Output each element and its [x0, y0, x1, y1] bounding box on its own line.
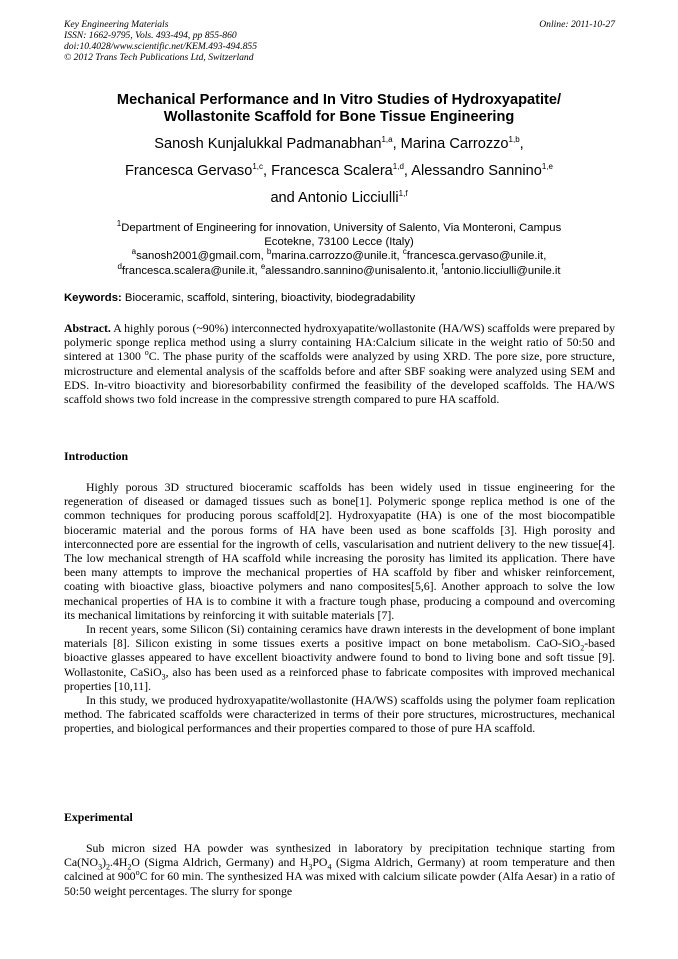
keywords	[64, 291, 614, 305]
email: francesca.scalera@unile.it	[121, 264, 255, 277]
paragraph: Sub micron sized HA powder was synthesized in laboratory by precipitation technique starting from $Ca(NO_3)_2.4H_2O$ (Sigma Aldrich, Germany) and $H_3PO_4$ (Sigma Aldrich, Germany) at room temperature and then calcined at 900$^o$C for 60 min. The synthesized HA was mixed with calcium silicate powder (Alfa Aesar) in a ratio of 50:50 weight percentages. The slurry for sponge	[64, 841, 616, 898]
paragraph: In this study, we produced hydroxyapatite/wollastonite (HA/WS) scaffolds using the polymer foam replication method. The fabricated scaffolds were characterized in terms of their pore structures, microstructures, mechanical properties, and biological performances and their properties compared to those of pure HA scaffold.	[64, 693, 615, 736]
introduction-heading: Introduction	[64, 449, 129, 463]
doi: doi:10.4028/www.scientific.net/KEM.493-494.855	[64, 41, 258, 52]
copyright: © 2012 Trans Tech Publications Ltd, Switzerland	[64, 52, 254, 63]
introduction-body	[64, 480, 615, 736]
author-line-3	[64, 185, 614, 212]
author-mark: 1,e	[541, 162, 553, 172]
journal-name: Key Engineering Materials	[64, 19, 169, 30]
author-mark: 1,c	[252, 162, 264, 172]
affiliation-mark: 1	[116, 219, 122, 229]
email-line-2: $^d$francesca.scalera@unile.it, $^e$alessandro.sannino@unisalento.it, $^f$antonio.licciulli@unile.it	[117, 261, 561, 277]
email: alessandro.sannino@unisalento.it	[265, 264, 436, 277]
email: marina.carrozzo@unile.it	[271, 250, 397, 263]
journal-header	[64, 19, 257, 63]
author-connector: and	[270, 190, 295, 206]
author-name: Sanosh Kunjalukkal Padmanabhan	[154, 136, 382, 152]
experimental-body	[64, 841, 615, 898]
author-mark: 1,f	[398, 189, 408, 199]
author-line-2: Francesca Gervaso$^{1,c}$, Francesca Scalera$^{1,d}$, Alessandro Sannino$^{1,e}$	[125, 162, 553, 179]
author-name: Alessandro Sannino	[411, 163, 542, 179]
affiliation-line-2: Ecotekne, 73100 Lecce (Italy)	[264, 236, 414, 249]
author-name: Francesca Scalera	[271, 163, 393, 179]
author-name: Francesca Gervaso	[125, 163, 253, 179]
issn: ISSN: 1662-9795, Vols. 493-494, pp 855-860	[64, 30, 237, 41]
experimental-heading: Experimental	[64, 810, 133, 824]
author-mark: 1,a	[381, 135, 393, 145]
online-date: Online: 2011-10-27	[539, 19, 615, 30]
author-mark: 1,b	[508, 135, 520, 145]
email: sanosh2001@gmail.com	[136, 250, 261, 263]
abstract-label: Abstract.	[64, 321, 111, 335]
author-name: Marina Carrozzo	[400, 136, 509, 152]
author-list	[64, 131, 614, 212]
paper-title	[64, 92, 614, 126]
paragraph: In recent years, some Silicon (Si) containing ceramics have drawn interests in the development of bone implant materials [8]. Silicon existing in some tissues exerts a positive impact on bone metabolism. CaO-SiO$_2$-based bioactive glasses appeared to have excellent bioactivity andwere found to bond to living bone and soft tissue [9]. Wollastonite, CaSiO$_3$, also has been used as a reinforced phase to fabricate composites with improved mechanical properties [10,11].	[64, 622, 615, 693]
keywords-label: Keywords:	[64, 292, 122, 304]
author-line-1: Sanosh Kunjalukkal Padmanabhan$^{1,a}$, Marina Carrozzo$^{1,b}$,	[154, 135, 524, 152]
abstract: Abstract. A highly porous (~90%) interconnected hydroxyapatite/wollastonite (HA/WS) scaffolds were prepared by polymeric sponge replica method using a slurry containing HA:Calcium silicate in the weight ratio of 50:50 and sintered at 1300 $^o$C. The phase purity of the scaffolds were analyzed by using XRD. The pore size, pore structure, microstructure and elemental analysis of the scaffolds before and after SBF soaking were analyzed using SEM and EDS. In-vitro bioactivity and bioresorbability confirmed the feasibility of the developed scaffolds. The HA/WS scaffold shows two fold increase in the compressive strength compared to pure HA scaffold.	[64, 321, 615, 407]
author-mark: 1,d	[392, 162, 404, 172]
email: francesca.gervaso@unile.it	[406, 250, 544, 263]
title-line-2: Wollastonite Scaffold for Bone Tissue Engineering	[163, 109, 515, 125]
keywords-text: Bioceramic, scaffold, sintering, bioactivity, biodegradability	[124, 292, 416, 304]
affiliation-line-1: $^1$Department of Engineering for innovation, University of Salento, Via Monteroni, Campus	[116, 219, 562, 234]
email-line-1: $^a$sanosh2001@gmail.com, $^b$marina.carrozzo@unile.it, $^c$francesca.gervaso@unile.it,	[131, 247, 547, 263]
title-line-1: Mechanical Performance and In Vitro Studies of Hydroxyapatite/	[116, 92, 562, 108]
affiliation	[64, 221, 614, 278]
email: antonio.licciulli@unile.it	[443, 264, 561, 277]
author-name: Antonio Licciulli	[298, 190, 399, 206]
paragraph: Highly porous 3D structured bioceramic scaffolds has been widely used in tissue engineering for the regeneration of diseased or damaged tissues such as bone[1]. Polymeric sponge replica method is one of the common techniques for producing porous scaffold[2]. Hydroxyapatite (HA) is one of the most biocompatible bioceramic material and the porous forms of HA have been used as bone scaffolds [3]. High porosity and interconnected pore are essential for the ingrowth of cells, vascularisation and nutrient delivery to the new tissue[4]. The low mechanical strength of HA scaffold while increasing the porosity has limited its application. There have been many attempts to improve the mechanical properties of HA scaffold by fiber and whisker reinforcement, coating with bioactive glass, bioactive polymers and nano composites[5,6]. Another approach to solve the low mechanical properties of HA is to combine it with a fracture tough phase, producing a compound and overcoming its mechanical limitations by reinforcing it with suitable materials [7].	[64, 480, 615, 622]
